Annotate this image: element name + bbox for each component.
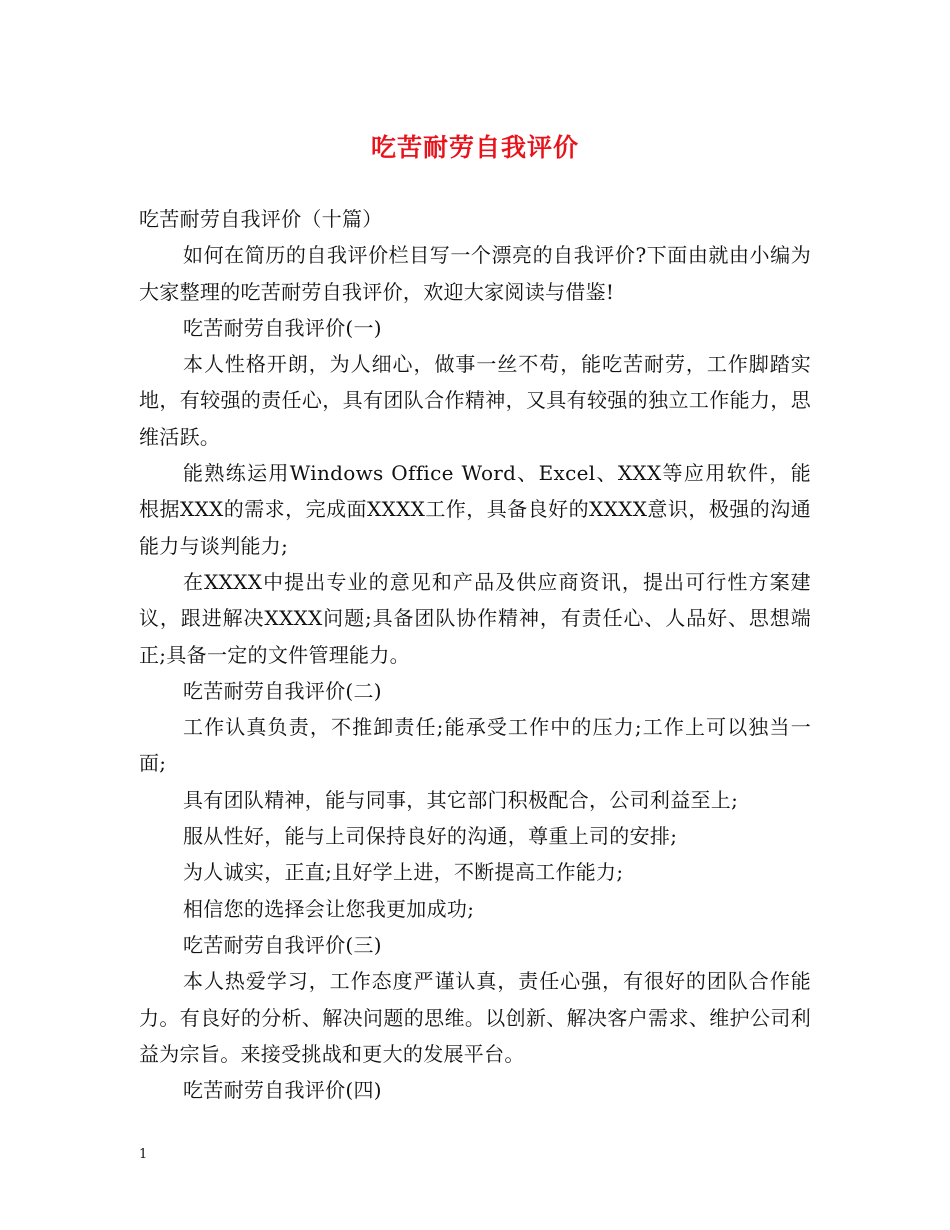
section-heading: 吃苦耐劳自我评价(四) [183, 1078, 382, 1103]
paragraph: 本人性格开朗，为人细心，做事一丝不苟，能吃苦耐劳，工作脚踏实地，有较强的责任心，具有团队合作精神，又具有较强的独立工作能力，思维活跃。 [139, 352, 811, 449]
paragraph: 相信您的选择会让您我更加成功; [183, 896, 475, 921]
paragraph: 本人热爱学习，工作态度严谨认真，责任心强，有很好的团队合作能力。有良好的分析、解决问题的思维。以创新、解决客户需求、维护公司利益为宗旨。来接受挑战和更大的发展平台。 [139, 969, 811, 1066]
paragraph: 为人诚实，正直;且好学上进，不断提高工作能力; [183, 860, 624, 885]
paragraph: 具有团队精神，能与同事，其它部门积极配合，公司利益至上; [183, 787, 739, 812]
section-heading: 吃苦耐劳自我评价(三) [183, 932, 382, 957]
paragraph: 如何在简历的自我评价栏目写一个漂亮的自我评价?下面由就由小编为大家整理的吃苦耐劳自我评价，欢迎大家阅读与借鉴! [139, 243, 811, 304]
paragraph: 吃苦耐劳自我评价（十篇） [139, 207, 383, 231]
paragraph: 服从性好，能与上司保持良好的沟通，尊重上司的安排; [183, 824, 678, 849]
page-number: 1 [139, 1147, 148, 1162]
paragraph: 能熟练运用Windows Office Word、Excel、XXX等应用软件，能根据XXX的需求，完成面XXXX工作，具备良好的XXXX意识，极强的沟通能力与谈判能力; [139, 461, 811, 558]
document-title: 吃苦耐劳自我评价 [370, 133, 579, 162]
section-heading: 吃苦耐劳自我评价(一) [183, 315, 382, 340]
document-body [139, 201, 811, 1108]
paragraph: 在XXXX中提出专业的意见和产品及供应商资讯，提出可行性方案建议，跟进解决XXXX问题;具备团队协作精神，有责任心、人品好、思想端正;具备一定的文件管理能力。 [139, 569, 811, 667]
section-heading: 吃苦耐劳自我评价(二) [183, 678, 382, 703]
paragraph: 工作认真负责，不推卸责任;能承受工作中的压力;工作上可以独当一面; [139, 715, 811, 776]
